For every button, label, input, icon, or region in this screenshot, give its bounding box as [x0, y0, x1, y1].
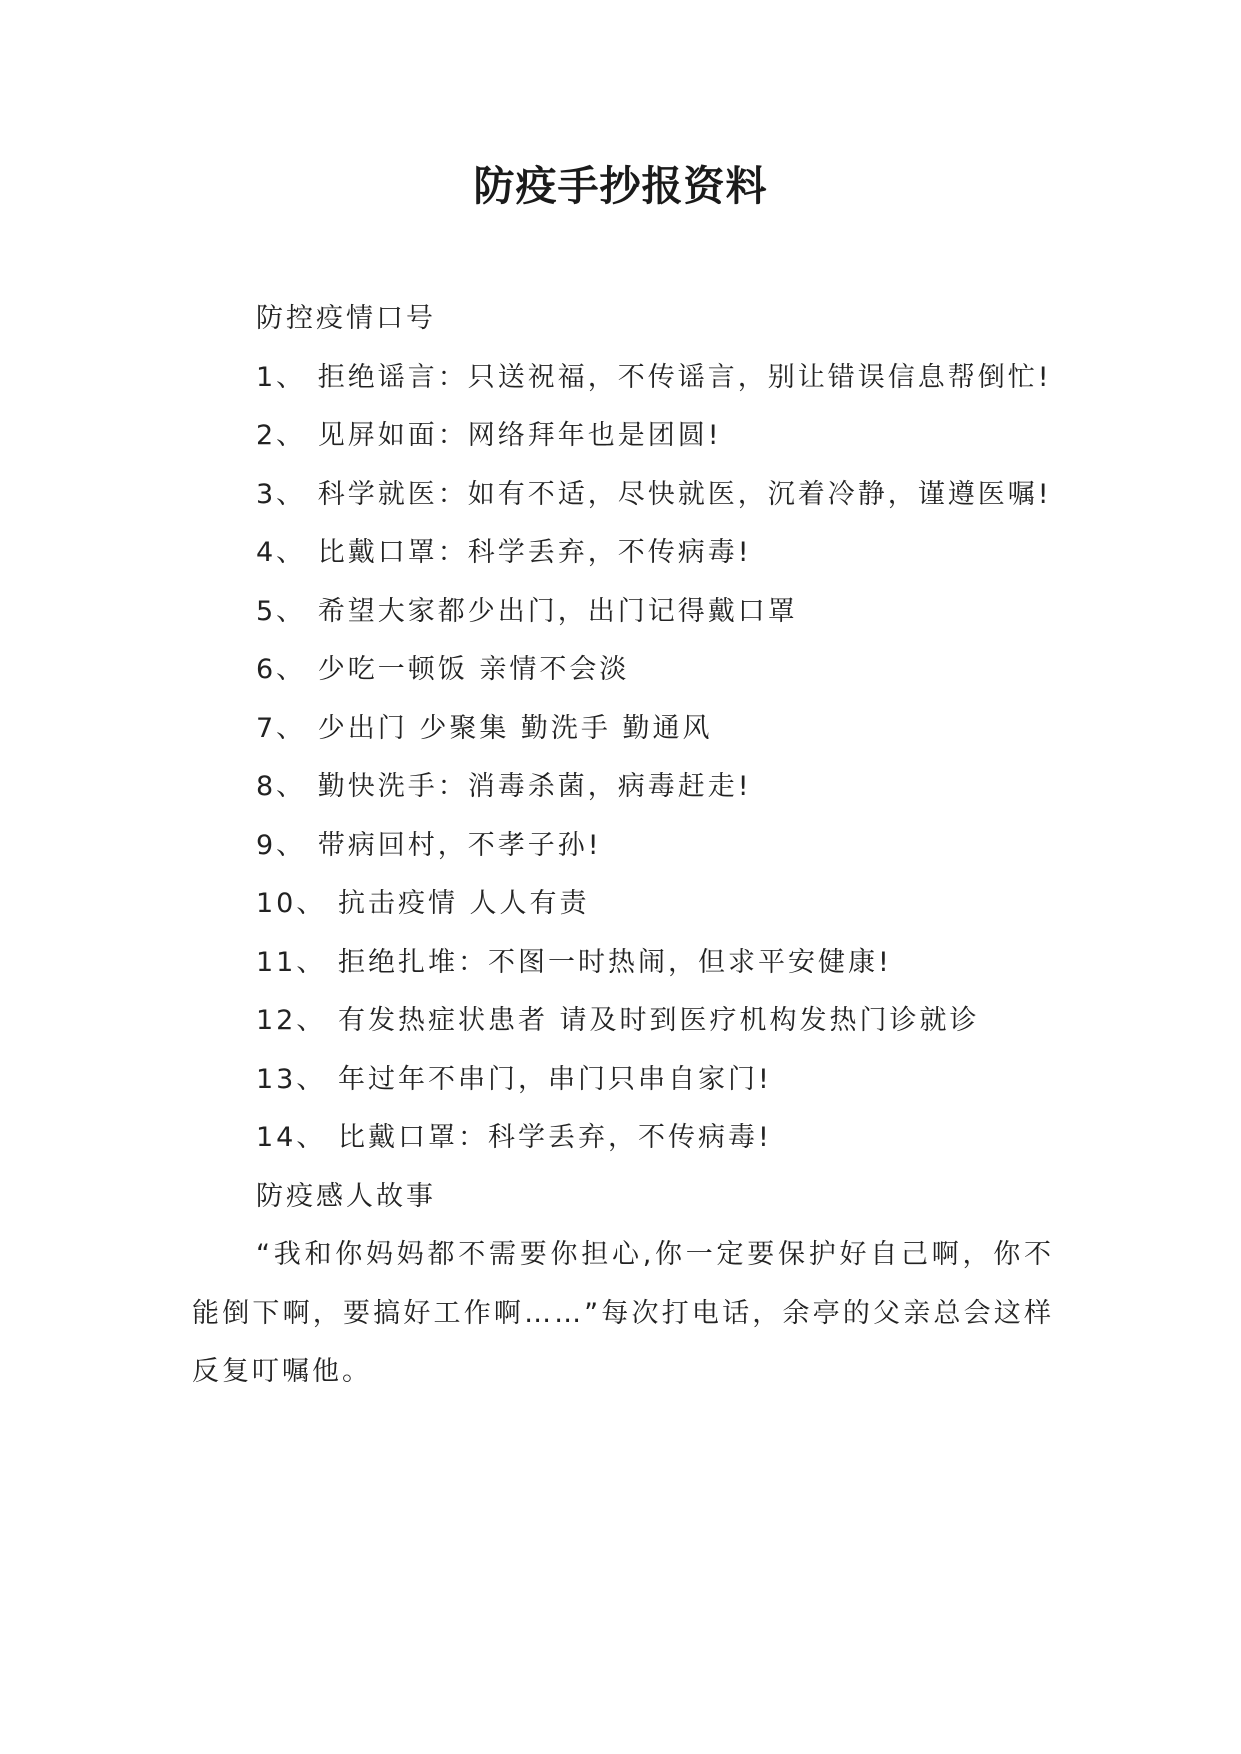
slogan-item-13: 13、 年过年不串门，串门只串自家门!	[256, 1063, 772, 1095]
slogans-heading: 防控疫情口号	[256, 303, 436, 334]
slogan-item-3: 3、 科学就医：如有不适，尽快就医，沉着冷静，谨遵医嘱!	[256, 478, 1052, 510]
slogan-item-11: 11、 拒绝扎堆：不图一时热闹，但求平安健康!	[256, 946, 892, 978]
slogan-item-6: 6、 少吃一顿饭 亲情不会淡	[256, 654, 630, 685]
slogan-item-10: 10、 抗击疫情 人人有责	[256, 888, 590, 919]
slogan-item-1: 1、 拒绝谣言：只送祝福，不传谣言，别让错误信息帮倒忙!	[256, 361, 1052, 393]
slogan-item-2: 2、 见屏如面：网络拜年也是团圆!	[256, 420, 722, 451]
slogan-item-8: 8、 勤快洗手：消毒杀菌，病毒赶走!	[256, 771, 752, 802]
document-title: 防疫手抄报资料	[473, 162, 768, 210]
story-paragraph: “我和你妈妈都不需要你担心,你一定要保护好自己啊，你不能倒下啊，要搞好工作啊……”每次打电话，余亭的父亲总会这样反复叮嘱他。	[192, 1239, 1054, 1387]
slogan-item-4: 4、 比戴口罩：科学丢弃，不传病毒!	[256, 537, 752, 568]
slogan-item-14: 14、 比戴口罩：科学丢弃，不传病毒!	[256, 1122, 772, 1153]
slogan-item-7: 7、 少出门 少聚集 勤洗手 勤通风	[256, 712, 713, 744]
story-heading: 防疫感人故事	[256, 1180, 436, 1212]
slogan-item-12: 12、 有发热症状患者 请及时到医疗机构发热门诊就诊	[256, 1005, 980, 1036]
slogan-item-9: 9、 带病回村，不孝子孙!	[256, 829, 602, 861]
document-body	[192, 290, 1054, 1402]
slogan-item-5: 5、 希望大家都少出门，出门记得戴口罩	[256, 595, 798, 627]
